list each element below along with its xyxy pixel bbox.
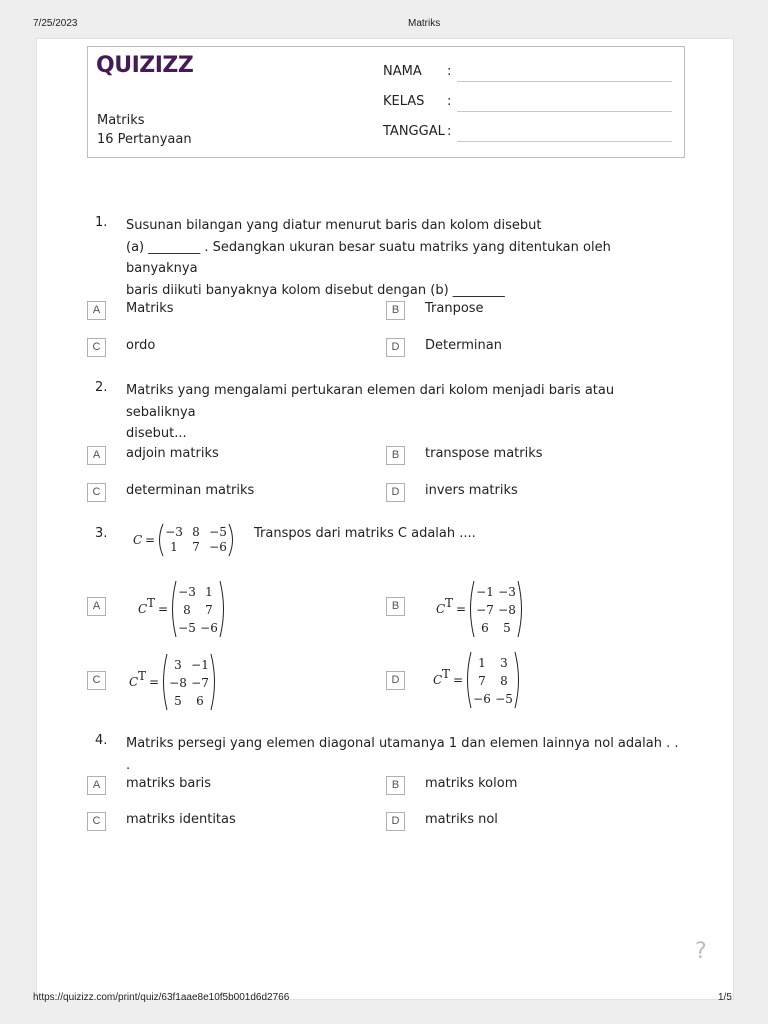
print-url: https://quizizz.com/print/quiz/63f1aae8e10f5b001d6d2766 xyxy=(33,992,290,1003)
matrix-cell: 1 xyxy=(170,540,178,554)
option-letter: D xyxy=(386,812,405,831)
option-text: invers matriks xyxy=(425,483,518,498)
matrix-cell: 3 xyxy=(174,658,182,672)
option-text: transpose matriks xyxy=(425,446,543,461)
option-text: Determinan xyxy=(425,338,502,353)
matrix-svg xyxy=(136,580,232,638)
matrix-cell: −8 xyxy=(498,603,516,617)
right-parenthesis xyxy=(220,581,224,637)
date-field xyxy=(383,124,683,144)
left-parenthesis xyxy=(471,581,475,637)
option-letter: D xyxy=(386,483,405,502)
quizizz-logo: QUIZIZZ xyxy=(96,53,194,78)
matrix-cell: −3 xyxy=(165,525,183,539)
question-text xyxy=(126,215,686,301)
right-parenthesis xyxy=(515,652,519,708)
name-label: NAMA xyxy=(383,64,422,79)
print-date: 7/25/2023 xyxy=(33,18,78,29)
question-text xyxy=(126,733,686,776)
matrix-svg xyxy=(434,580,530,638)
equals-sign: = xyxy=(453,673,464,687)
matrix-label: C xyxy=(138,602,148,616)
matrix-cell: −3 xyxy=(498,585,516,599)
option-letter: C xyxy=(87,483,106,502)
worksheet-page xyxy=(36,38,734,1000)
question-line: baris diikuti banyaknya kolom disebut dengan (b) ________ xyxy=(126,282,505,298)
date-colon: : xyxy=(447,124,452,139)
matrix-cell: 5 xyxy=(503,621,511,635)
name-colon: : xyxy=(447,64,452,79)
left-parenthesis xyxy=(468,652,472,708)
matrix-cell: 8 xyxy=(192,525,200,539)
question-number: 3. xyxy=(95,526,108,541)
option-text: matriks nol xyxy=(425,812,498,827)
matrix-cell: −5 xyxy=(178,621,196,635)
matrix-label: C xyxy=(436,602,446,616)
option-letter: B xyxy=(386,446,405,465)
matrix-cell: 6 xyxy=(481,621,489,635)
class-line xyxy=(457,111,672,112)
class-colon: : xyxy=(447,94,452,109)
print-title: Matriks xyxy=(408,18,441,29)
option-letter: D xyxy=(386,671,405,690)
matrix-superscript: T xyxy=(138,669,147,683)
option-letter: B xyxy=(386,597,405,616)
date-label: TANGGAL xyxy=(383,124,445,139)
matrix-cell: −1 xyxy=(476,585,494,599)
question-line: Matriks yang mengalami pertukaran elemen dari kolom menjadi baris atau sebaliknya xyxy=(126,383,615,420)
matrix-cell: 3 xyxy=(500,656,508,670)
option-letter: C xyxy=(87,812,106,831)
matrix-cell: −6 xyxy=(209,540,227,554)
left-parenthesis xyxy=(164,654,168,710)
matrix-cell: 1 xyxy=(205,585,213,599)
matrix-cell: 7 xyxy=(192,540,200,554)
print-page-number: 1/5 xyxy=(718,992,732,1003)
matrix-cell: −3 xyxy=(178,585,196,599)
matrix-superscript: T xyxy=(445,596,454,610)
name-field xyxy=(383,64,683,84)
equals-sign: = xyxy=(158,602,169,616)
matrix-label: C xyxy=(433,673,443,687)
right-parenthesis xyxy=(518,581,522,637)
matrix-svg xyxy=(131,523,241,557)
left-parenthesis xyxy=(160,524,164,556)
question-count: 16 Pertanyaan xyxy=(97,132,192,147)
class-label: KELAS xyxy=(383,94,425,109)
option-text: matriks kolom xyxy=(425,776,518,791)
question-line: Susunan bilangan yang diatur menurut baris dan kolom disebut xyxy=(126,218,542,233)
question-line: Matriks persegi yang elemen diagonal utamanya 1 dan elemen lainnya nol adalah . . . xyxy=(126,736,679,773)
option-text: Tranpose xyxy=(425,301,484,316)
matrix-cell: −7 xyxy=(191,676,209,690)
matrix-label: C xyxy=(129,675,139,689)
matrix-cell: 6 xyxy=(196,694,204,708)
option-text: matriks identitas xyxy=(126,812,236,827)
question-text xyxy=(126,380,686,445)
matrix-superscript: T xyxy=(442,667,451,681)
matrix-cell: 8 xyxy=(500,674,508,688)
matrix-cell: −1 xyxy=(191,658,209,672)
matrix-superscript: T xyxy=(147,596,156,610)
name-line xyxy=(457,81,672,82)
option-letter: A xyxy=(87,776,106,795)
question-number: 1. xyxy=(95,215,108,230)
matrix-cell: −5 xyxy=(209,525,227,539)
option-text: adjoin matriks xyxy=(126,446,219,461)
option-letter: B xyxy=(386,776,405,795)
matrix-cell: 7 xyxy=(205,603,213,617)
option-text: matriks baris xyxy=(126,776,212,791)
question-number: 2. xyxy=(95,380,108,395)
left-parenthesis xyxy=(173,581,177,637)
option-text: ordo xyxy=(126,338,156,353)
matrix-cell: −5 xyxy=(495,692,513,706)
matrix-cell: 8 xyxy=(183,603,191,617)
option-letter: C xyxy=(87,338,106,357)
matrix-cell: −6 xyxy=(473,692,491,706)
question-line: (a) ________ . Sedangkan ukuran besar suatu matriks yang ditentukan oleh banyaknya xyxy=(126,239,611,276)
quiz-title: Matriks xyxy=(97,113,145,128)
option-letter: A xyxy=(87,446,106,465)
worksheet-header xyxy=(87,46,685,158)
option-letter: A xyxy=(87,301,106,320)
equals-sign: = xyxy=(149,675,160,689)
option-letter: B xyxy=(386,301,405,320)
class-field xyxy=(383,94,683,114)
matrix-cell: 1 xyxy=(478,656,486,670)
matrix-cell: 5 xyxy=(174,694,182,708)
option-letter: D xyxy=(386,338,405,357)
question-line: disebut... xyxy=(126,426,187,441)
matrix-cell: 7 xyxy=(478,674,486,688)
right-parenthesis xyxy=(229,524,233,556)
matrix-cell: −6 xyxy=(200,621,218,635)
matrix-svg xyxy=(127,653,223,711)
question-number: 4. xyxy=(95,733,108,748)
option-letter: C xyxy=(87,671,106,690)
date-line xyxy=(457,141,672,142)
option-text: determinan matriks xyxy=(126,483,255,498)
equals-sign: = xyxy=(145,533,156,547)
matrix-cell: −8 xyxy=(169,676,187,690)
matrix-svg xyxy=(431,651,527,709)
question-text: Transpos dari matriks C adalah .... xyxy=(254,526,476,541)
option-text: Matriks xyxy=(126,301,174,316)
option-letter: A xyxy=(87,597,106,616)
matrix-label: C xyxy=(133,533,143,547)
question-mark-icon[interactable]: ? xyxy=(695,939,707,964)
equals-sign: = xyxy=(456,602,467,616)
right-parenthesis xyxy=(211,654,215,710)
matrix-cell: −7 xyxy=(476,603,494,617)
